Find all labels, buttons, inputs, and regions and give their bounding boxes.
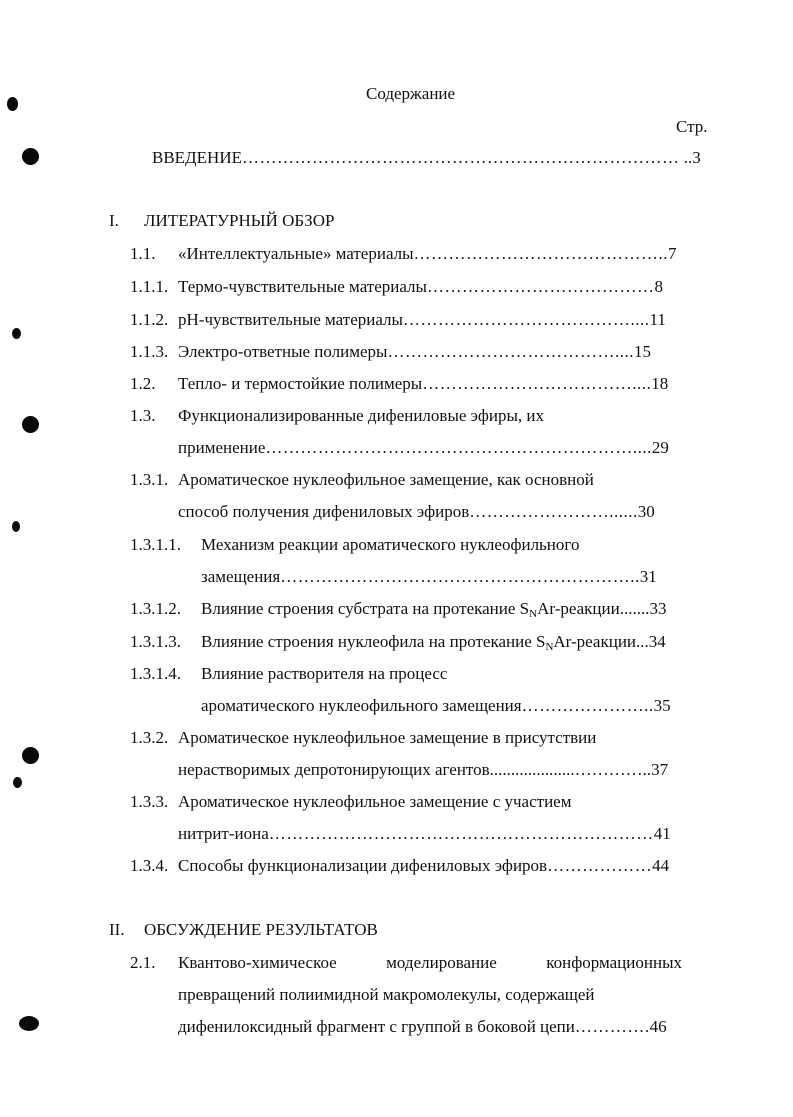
toc-entry-continuation [201, 696, 671, 716]
toc-entry [178, 374, 668, 394]
toc-subscript: N [545, 641, 554, 653]
toc-leader: ... [636, 632, 649, 651]
toc-page: 29 [651, 438, 669, 457]
toc-page: 15 [633, 342, 651, 361]
page-column-label: Стр. [676, 117, 708, 136]
toc-text: Тепло- и термостойкие полимеры [178, 374, 423, 393]
toc-text: Ароматическое нуклеофильное замещение, как основной [178, 470, 594, 489]
toc-text: Влияние растворителя на процесс [201, 664, 448, 683]
toc-leader: …………………………………….. [413, 244, 669, 263]
toc-page: 11 [649, 310, 666, 329]
toc-leader: ……………………………………………………….... [265, 438, 652, 457]
toc-text: Термо-чувствительные материалы [178, 277, 427, 296]
scan-hole-mark [19, 1016, 39, 1031]
section-number: II. [109, 920, 125, 939]
toc-text: Влияние строения нуклеофила на протекание S [201, 632, 546, 651]
toc-number: 1.1.2. [130, 310, 169, 329]
toc-text: применение [178, 438, 266, 457]
toc-number: 1.3.1.1. [130, 535, 181, 554]
toc-entry [178, 856, 669, 876]
toc-text: рН-чувствительные материалы [178, 310, 403, 329]
toc-entry-continuation [178, 824, 671, 844]
section-title: ОБСУЖДЕНИЕ РЕЗУЛЬТАТОВ [144, 920, 378, 939]
toc-leader: ……………………………….... [422, 374, 652, 393]
toc-text: «Интеллектуальные» материалы [178, 244, 414, 263]
toc-text: Механизм реакции ароматического нуклеофильного [201, 535, 580, 554]
toc-entry-continuation [178, 760, 668, 780]
toc-page: 33 [649, 599, 667, 618]
toc-text: превращений полиимидной макромолекулы, содержащей [178, 985, 595, 1004]
toc-leader: …………. [574, 1017, 650, 1036]
toc-leader: ………………………………….... [387, 342, 634, 361]
toc-number: 1.3.3. [130, 792, 169, 811]
toc-entry [178, 342, 651, 362]
toc-number: 1.3.1.3. [130, 632, 181, 651]
toc-text: Ароматическое нуклеофильное замещение с участием [178, 792, 572, 811]
toc-leader: ………………………………… [426, 277, 655, 296]
toc-entry-continuation [178, 438, 669, 458]
scan-hole-mark [12, 521, 20, 532]
toc-text: Ar-реакции [553, 632, 637, 651]
toc-number: 1.1. [130, 244, 156, 263]
toc-number: 1.3.4. [130, 856, 169, 875]
toc-text: нитрит-иона [178, 824, 269, 843]
toc-entry-continuation [178, 502, 655, 522]
toc-leader: ………………….. [521, 696, 654, 715]
section-number: I. [109, 211, 119, 230]
toc-number: 1.3.2. [130, 728, 169, 747]
toc-number: 1.1.1. [130, 277, 169, 296]
toc-page: 7 [668, 244, 677, 263]
scan-hole-mark [12, 328, 21, 339]
toc-entry [178, 277, 663, 297]
page-title: Содержание [366, 84, 456, 103]
toc-number: 1.3.1.4. [130, 664, 181, 683]
scan-hole-mark [7, 97, 18, 111]
toc-page: 8 [654, 277, 663, 296]
toc-text: замещения [201, 567, 281, 586]
toc-leader: ....... [619, 599, 650, 618]
toc-page: 46 [649, 1017, 667, 1036]
toc-page: 18 [651, 374, 669, 393]
scan-hole-mark [22, 148, 39, 165]
toc-leader: ……………… [547, 856, 653, 875]
toc-text: нерастворимых депротонирующих агентов [178, 760, 490, 779]
toc-number: 1.2. [130, 374, 156, 393]
toc-text: Электро-ответные полимеры [178, 342, 388, 361]
toc-text: ароматического нуклеофильного замещения [201, 696, 522, 715]
toc-text: Влияние строения субстрата на протекание S [201, 599, 530, 618]
toc-number: 1.3. [130, 406, 156, 425]
toc-entry [178, 310, 666, 330]
toc-number: 1.3.1.2. [130, 599, 181, 618]
toc-text: Квантово-химическое моделирование конформационных [178, 953, 682, 972]
toc-page: 37 [651, 760, 669, 779]
toc-page: 41 [653, 824, 671, 843]
toc-label: ВВЕДЕНИЕ [152, 148, 242, 167]
toc-text: Ароматическое нуклеофильное замещение в присутствии [178, 728, 597, 747]
toc-page: ..3 [679, 148, 701, 167]
toc-text: Способы функционализации дифениловых эфиров [178, 856, 548, 875]
scan-hole-mark [13, 777, 22, 788]
toc-entry-continuation [178, 1017, 667, 1037]
toc-text: Ar-реакции [537, 599, 620, 618]
toc-page: 34 [648, 632, 666, 651]
toc-leader: ....................………….. [489, 760, 652, 779]
toc-entry [201, 632, 666, 653]
toc-text: способ получения дифениловых эфиров [178, 502, 470, 521]
section-title: ЛИТЕРАТУРНЫЙ ОБЗОР [144, 211, 335, 230]
scan-hole-mark [22, 747, 39, 764]
toc-page: 30 [637, 502, 655, 521]
toc-leader: …………………………………………………….. [280, 567, 640, 586]
toc-number: 1.3.1. [130, 470, 169, 489]
toc-entry [178, 244, 677, 264]
toc-page: 31 [639, 567, 657, 586]
toc-leader: ……………………...... [469, 502, 638, 521]
toc-leader: ………………………………………………………… [268, 824, 654, 843]
toc-entry [201, 599, 666, 620]
toc-subscript: N [529, 608, 538, 620]
toc-leader: ………………………………….... [402, 310, 650, 329]
toc-entry-intro [152, 148, 701, 168]
toc-page: 44 [652, 856, 670, 875]
scan-hole-mark [22, 416, 39, 433]
toc-leader: ………………………………………………………………… [241, 148, 680, 167]
toc-text: дифенилоксидный фрагмент с группой в боковой цепи [178, 1017, 575, 1036]
toc-page: 35 [653, 696, 671, 715]
toc-number: 1.1.3. [130, 342, 169, 361]
toc-text: Функционализированные дифениловые эфиры, их [178, 406, 544, 425]
toc-number: 2.1. [130, 953, 156, 972]
toc-entry-continuation [201, 567, 657, 587]
